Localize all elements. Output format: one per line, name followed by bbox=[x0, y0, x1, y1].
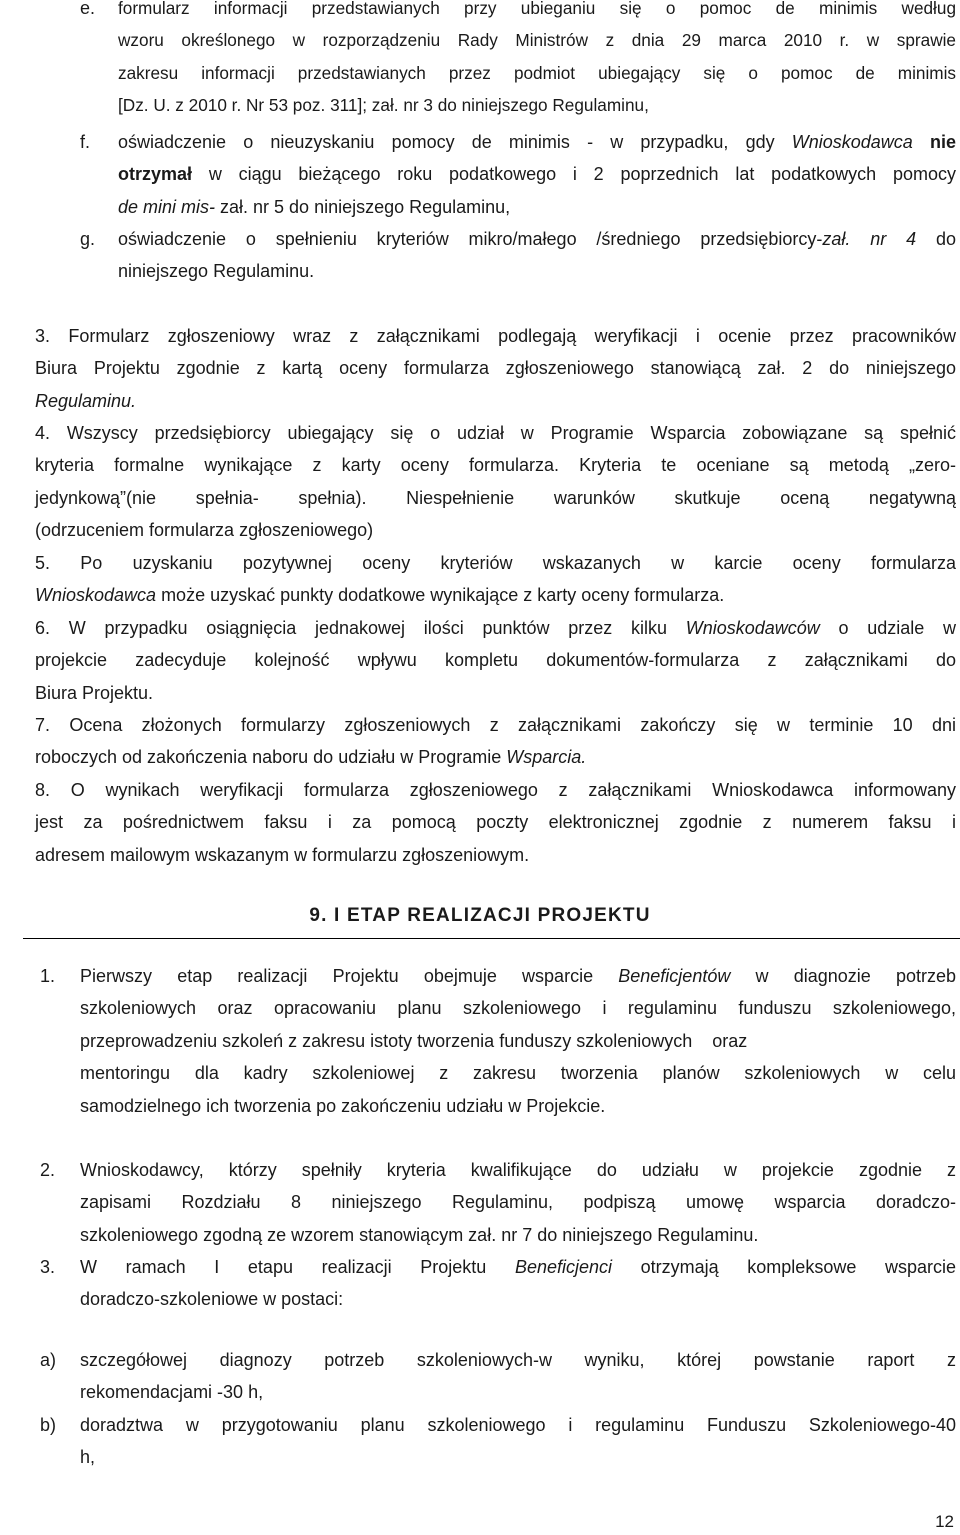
paragraph-7 bbox=[35, 709, 956, 774]
paragraph-line: 7. Ocena złożonych formularzy zgłoszeniowych z załącznikami zakończy się w terminie 10 dni bbox=[35, 715, 956, 735]
list-item-line: W ramach I etapu realizacji Projektu Beneficjenci otrzymają kompleksowe wsparcie bbox=[80, 1257, 957, 1277]
page-number: 12 bbox=[935, 1512, 954, 1531]
paragraph-line: jedynkową”(nie spełnia- spełnia). Niespełnienie warunków skutkuje oceną negatywną bbox=[35, 487, 956, 508]
list-item-e-line: [Dz. U. z 2010 r. Nr 53 poz. 311]; zał. nr 3 do niniejszego Regulaminu, bbox=[118, 95, 649, 116]
list-item-line: Pierwszy etap realizacji Projektu obejmuje wsparcie Beneficjentów w diagnozie potrzeb bbox=[80, 966, 956, 986]
list-label-2: 2. bbox=[40, 1160, 56, 1180]
list-item-line: szkoleniowych oraz opracowaniu planu szkoleniowego i regulaminu funduszu szkoleniowego, bbox=[80, 998, 956, 1019]
paragraph-line: 8. O wynikach weryfikacji formularza zgłoszeniowego z załącznikami Wnioskodawca informowany bbox=[35, 780, 956, 800]
list-item-line: szkoleniowego zgodną ze wzorem stanowiącym zał. nr 7 do niniejszego Regulaminu. bbox=[80, 1224, 759, 1245]
paragraph-line: 4. Wszyscy przedsiębiorcy ubiegający się o udział w Programie Wsparcia zobowiązane są spełnić bbox=[35, 423, 956, 443]
paragraph-line: 6. W przypadku osiągnięcia jednakowej ilości punktów przez kilku Wnioskodawców o udziale w bbox=[35, 618, 956, 638]
list-label-b: b) bbox=[40, 1415, 57, 1435]
list-label-e: e. bbox=[80, 0, 96, 18]
list-item-line: samodzielnego ich tworzenia po zakończeniu udziału w Projekcie. bbox=[80, 1095, 606, 1116]
list-item-line: rekomendacjami -30 h, bbox=[80, 1382, 264, 1403]
section-heading: 9. I ETAP REALIZACJI PROJEKTU bbox=[309, 905, 651, 926]
list-item-line: h, bbox=[80, 1447, 96, 1468]
paragraph-line: Biura Projektu. bbox=[35, 682, 154, 703]
heading-underline bbox=[23, 938, 960, 939]
paragraph-line: kryteria formalne wynikające z karty oceny formularza. Kryteria te oceniane są metodą „zero- bbox=[35, 455, 956, 476]
paragraph-line: projekcie zadecyduje kolejność wpływu kompletu dokumentów-formularza z załącznikami do bbox=[35, 650, 956, 671]
list-item-line: mentoringu dla kadry szkoleniowej z zakresu tworzenia planów szkoleniowych w celu bbox=[80, 1063, 956, 1084]
paragraph-line: Regulaminu. bbox=[35, 390, 137, 411]
list-item-line: przeprowadzeniu szkoleń z zakresu istoty tworzenia funduszy szkoleniowych oraz bbox=[80, 1030, 748, 1051]
list-item-g-line: niniejszego Regulaminu. bbox=[118, 261, 315, 282]
list-label-f: f. bbox=[80, 132, 91, 152]
paragraph-line: 3. Formularz zgłoszeniowy wraz z załącznikami podlegają weryfikacji i ocenie przez pracowników bbox=[35, 326, 956, 346]
paragraph-line: 5. Po uzyskaniu pozytywnej oceny kryteriów wskazanych w karcie oceny formularza bbox=[35, 553, 956, 573]
paragraph-line: Biura Projektu zgodnie z kartą oceny formularza zgłoszeniowego stanowiącą zał. 2 do niniejszego bbox=[35, 358, 956, 379]
paragraph-line: roboczych od zakończenia naboru do udziału w Programie Wsparcia. bbox=[35, 747, 587, 768]
list-item-g-line: oświadczenie o spełnieniu kryteriów mikro/małego /średniego przedsiębiorcy-zał. nr 4 do bbox=[118, 229, 956, 249]
list-item-2 bbox=[80, 1154, 956, 1251]
list-item-a bbox=[80, 1344, 956, 1409]
list-item-g bbox=[118, 223, 956, 288]
list-item-f-line: otrzymał w ciągu bieżącego roku podatkowego i 2 poprzednich lat podatkowych pomocy bbox=[118, 164, 956, 185]
list-item-line: doradztwa w przygotowaniu planu szkoleniowego i regulaminu Funduszu Szkoleniowego-40 bbox=[80, 1415, 956, 1435]
list-item-line: zapisami Rozdziału 8 niniejszego Regulaminu, podpiszą umowę wsparcia doradczo- bbox=[80, 1192, 956, 1213]
list-item-f-line: oświadczenie o nieuzyskaniu pomocy de minimis - w przypadku, gdy Wnioskodawca nie bbox=[118, 132, 956, 152]
paragraph-4 bbox=[35, 417, 956, 547]
paragraph-line: (odrzuceniem formularza zgłoszeniowego) bbox=[35, 520, 374, 541]
list-item-line: szczegółowej diagnozy potrzeb szkoleniowych-w wyniku, której powstanie raport z bbox=[80, 1350, 956, 1370]
list-item-b bbox=[80, 1409, 956, 1474]
list-item-1 bbox=[80, 960, 956, 1122]
list-label-a: a) bbox=[40, 1350, 57, 1370]
paragraph-line: jest za pośrednictwem faksu i za pomocą poczty elektronicznej zgodnie z numerem faksu i bbox=[35, 812, 956, 833]
paragraph-5 bbox=[35, 547, 956, 612]
list-label-1: 1. bbox=[40, 966, 56, 986]
paragraph-3 bbox=[35, 320, 956, 417]
list-item-3 bbox=[80, 1251, 956, 1316]
list-label-3: 3. bbox=[40, 1257, 56, 1277]
list-item-e-line: zakresu informacji przedstawianych przez podmiot ubiegający się o pomoc de minimis bbox=[118, 62, 956, 83]
paragraph-6 bbox=[35, 612, 956, 709]
list-item-line: doradczo-szkoleniowe w postaci: bbox=[80, 1289, 344, 1310]
list-item-e-line: wzoru określonego w rozporządzeniu Rady Ministrów z dnia 29 marca 2010 r. w sprawie bbox=[118, 30, 956, 51]
list-item-f bbox=[118, 126, 956, 223]
list-item-e bbox=[118, 0, 956, 122]
paragraph-line: Wnioskodawca może uzyskać punkty dodatkowe wynikające z karty oceny formularza. bbox=[35, 585, 725, 606]
list-item-e-line: formularz informacji przedstawianych przy ubieganiu się o pomoc de minimis według bbox=[118, 0, 956, 18]
paragraph-line: adresem mailowym wskazanym w formularzu zgłoszeniowym. bbox=[35, 844, 530, 865]
list-item-f-line: de mini mis- zał. nr 5 do niniejszego Regulaminu, bbox=[118, 196, 511, 217]
list-label-g: g. bbox=[80, 229, 96, 249]
list-item-line: Wnioskodawcy, którzy spełniły kryteria kwalifikujące do udziału w projekcie zgodnie z bbox=[80, 1160, 956, 1180]
paragraph-8 bbox=[35, 774, 956, 871]
